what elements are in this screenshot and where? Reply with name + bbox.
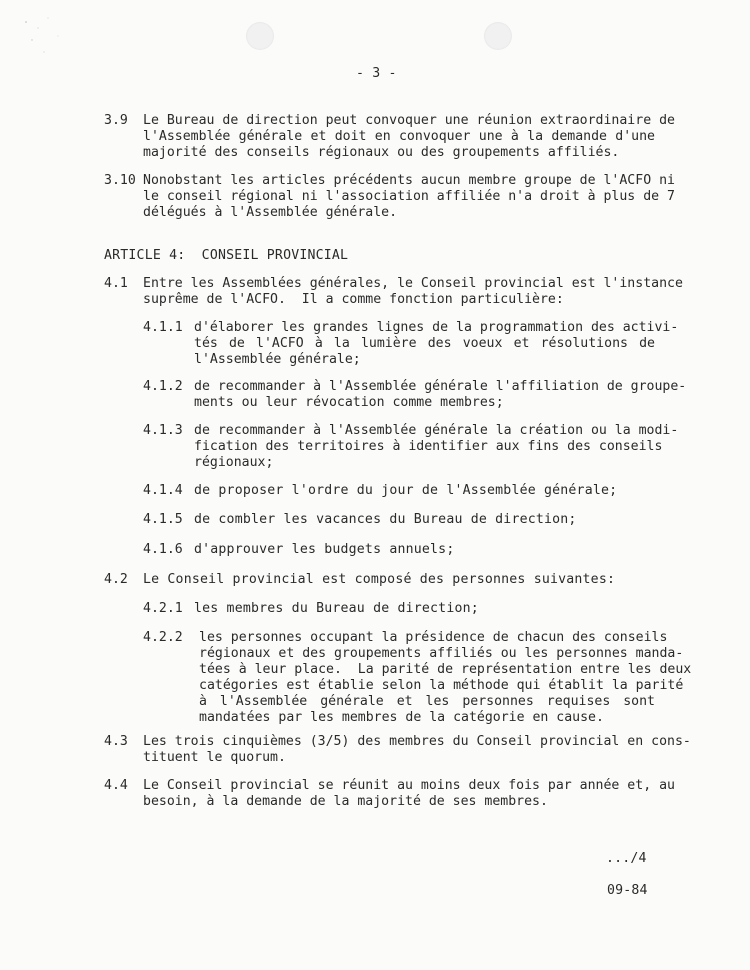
text-line: les personnes occupant la présidence de chacun des conseils bbox=[199, 630, 668, 645]
item-number: 3.9 bbox=[104, 113, 128, 128]
subsection-number: 4.1.2 bbox=[143, 379, 183, 394]
text-line: catégories est établie selon la méthode qui établit la parité bbox=[199, 678, 684, 693]
page-number: - 3 - bbox=[356, 66, 397, 81]
text-line: besoin, à la demande de la majorité de ses membres. bbox=[143, 794, 548, 809]
text-line: le conseil régional ni l'association affiliée n'a droit à plus de 7 bbox=[143, 189, 675, 204]
text-line: fication des territoires à identifier aux fins des conseils bbox=[194, 439, 663, 454]
subsection-text bbox=[194, 423, 679, 471]
date-code: 09-84 bbox=[607, 883, 648, 898]
subsection-text bbox=[199, 630, 692, 726]
continuation-marker: .../4 bbox=[606, 851, 647, 866]
text-line: à l'Assemblée générale et les personnes requises sont bbox=[199, 694, 655, 709]
text-line: régionaux et des groupements affiliés ou les personnes manda- bbox=[199, 646, 684, 661]
subsection-number: 4.1.3 bbox=[143, 423, 183, 438]
text-line: ments ou leur révocation comme membres; bbox=[194, 395, 504, 410]
subsection-number: 4.1.4 bbox=[143, 483, 183, 498]
text-line: tées à leur place. La parité de représentation entre les deux bbox=[199, 662, 692, 677]
section-number: 4.4 bbox=[104, 778, 128, 793]
text-line: de recommander à l'Assemblée générale l'affiliation de groupe- bbox=[194, 379, 687, 394]
text-line: l'Assemblée générale; bbox=[194, 352, 361, 367]
punch-hole bbox=[484, 22, 512, 50]
text-line: majorité des conseils régionaux ou des groupements affiliés. bbox=[143, 145, 620, 160]
subsection-text: d'approuver les budgets annuels; bbox=[194, 542, 455, 557]
text-line: mandatées par les membres de la catégorie en cause. bbox=[199, 710, 604, 725]
text-line: Entre les Assemblées générales, le Conseil provincial est l'instance bbox=[143, 276, 683, 291]
text-line: régionaux; bbox=[194, 455, 274, 470]
section-number: 4.1 bbox=[104, 276, 128, 291]
text-line: tés de l'ACFO à la lumière des voeux et résolutions de bbox=[194, 336, 655, 351]
subsection-text bbox=[194, 379, 687, 411]
punch-hole bbox=[246, 22, 274, 50]
text-line: Nonobstant les articles précédents aucun membre groupe de l'ACFO ni bbox=[143, 173, 675, 188]
text-line: suprême de l'ACFO. Il a comme fonction particulière: bbox=[143, 292, 564, 307]
subsection-number: 4.1.5 bbox=[143, 512, 183, 527]
article-heading: ARTICLE 4: CONSEIL PROVINCIAL bbox=[104, 248, 349, 263]
text-line: de recommander à l'Assemblée générale la création ou la modi- bbox=[194, 423, 679, 438]
text-line: tituent le quorum. bbox=[143, 750, 286, 765]
text-line: délégués à l'Assemblée générale. bbox=[143, 205, 398, 220]
section-text bbox=[143, 778, 675, 810]
section-text bbox=[143, 276, 683, 308]
subsection-text: de proposer l'ordre du jour de l'Assemblée générale; bbox=[194, 483, 618, 498]
subsection-number: 4.1.6 bbox=[143, 542, 183, 557]
section-text bbox=[143, 734, 691, 766]
subsection-number: 4.2.2 bbox=[143, 630, 183, 645]
subsection-number: 4.2.1 bbox=[143, 601, 183, 616]
section-number: 4.2 bbox=[104, 572, 128, 587]
subsection-text bbox=[194, 320, 679, 368]
text-line: Les trois cinquièmes (3/5) des membres du Conseil provincial en cons- bbox=[143, 734, 691, 749]
item-number: 3.10 bbox=[104, 173, 136, 188]
section-text: Le Conseil provincial est composé des personnes suivantes: bbox=[143, 572, 616, 587]
subsection-text: de combler les vacances du Bureau de direction; bbox=[194, 512, 577, 527]
section-number: 4.3 bbox=[104, 734, 128, 749]
text-line: l'Assemblée générale et doit en convoquer une à la demande d'une bbox=[143, 129, 655, 144]
item-text bbox=[143, 113, 675, 161]
item-text bbox=[143, 173, 675, 221]
paper-specks bbox=[18, 8, 78, 68]
text-line: d'élaborer les grandes lignes de la programmation des activi- bbox=[194, 320, 679, 335]
subsection-text: les membres du Bureau de direction; bbox=[194, 601, 479, 616]
text-line: Le Conseil provincial se réunit au moins deux fois par année et, au bbox=[143, 778, 675, 793]
text-line: Le Bureau de direction peut convoquer une réunion extraordinaire de bbox=[143, 113, 675, 128]
subsection-number: 4.1.1 bbox=[143, 320, 183, 335]
